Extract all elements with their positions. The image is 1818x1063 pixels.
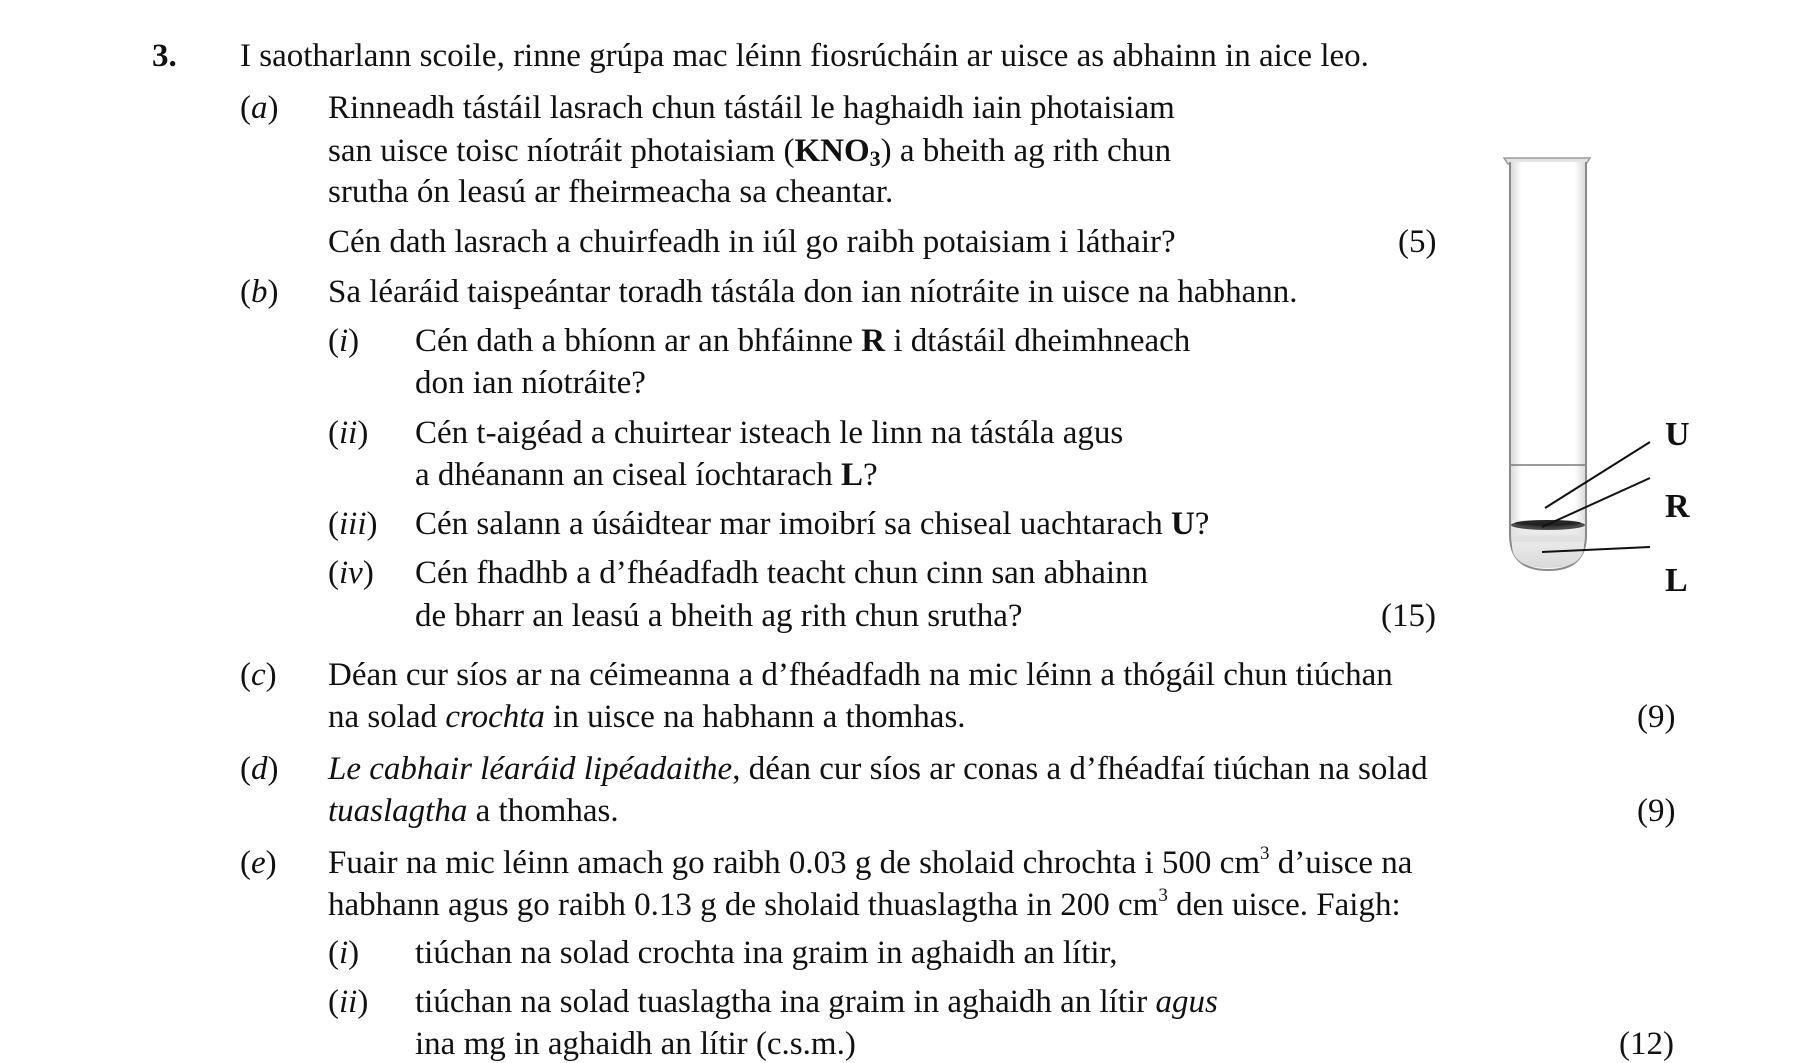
- part-e-label: (e): [240, 845, 277, 881]
- part-b-iv-line-2: de bharr an leasú a bheith ag rith chun srutha?: [415, 598, 1023, 634]
- diagram-label-lower-layer: L: [1665, 562, 1688, 599]
- part-a-line-3: srutha ón leasú ar fheirmeacha sa cheantar.: [328, 174, 894, 210]
- part-c-line-1: Déan cur síos ar na céimeanna a d’fhéadfadh na mic léinn a thógáil chun tiúchan: [328, 657, 1393, 693]
- part-e-line-2: habhann agus go raibh 0.13 g de sholaid thuaslagtha in 200 $cm^3$ den uisce. Faigh:: [328, 885, 1401, 923]
- part-c-line-2: na solad crochta in uisce na habhann a thomhas.: [328, 699, 966, 735]
- part-e-i-line-1: tiúchan na solad crochta ina graim in aghaidh an lítir,: [415, 935, 1118, 971]
- part-c-label: (c): [240, 657, 277, 693]
- part-d-line-2: tuaslagtha a thomhas.: [328, 793, 619, 829]
- question-number: 3.: [152, 38, 177, 74]
- part-b-iii-line-1: Cén salann a úsáidtear mar imoibrí sa chiseal uachtarach U?: [415, 506, 1210, 542]
- part-d-marks: (9): [1637, 793, 1676, 829]
- part-e-marks: (12): [1619, 1026, 1674, 1062]
- part-e-i-label: (i): [328, 935, 360, 971]
- part-e-line-1: Fuair na mic léinn amach go raibh 0.03 g de sholaid chrochta i 500 $cm^3$ d’uisce na: [328, 843, 1413, 881]
- part-b-ii-line-1: Cén t-aigéad a chuirtear isteach le linn na tástála agus: [415, 415, 1124, 451]
- part-a-line-2: san uisce toisc níotráit photaisiam $(KNO_3)$ a bheith ag rith chun: [328, 133, 1172, 171]
- part-b-i-line-1: Cén dath a bhíonn ar an bhfáinne R i dtástáil dheimhneach: [415, 323, 1191, 359]
- test-tube-icon: [1490, 150, 1750, 590]
- part-b-i-line-2: don ian níotráite?: [415, 365, 646, 401]
- part-b-ii-line-2: a dhéanann an ciseal íochtarach L?: [415, 457, 878, 493]
- part-e-ii-line-2: ina mg in aghaidh an lítir (c.s.m.): [415, 1026, 856, 1062]
- part-b-label: (b): [240, 274, 279, 310]
- part-b-iv-line-1: Cén fhadhb a d’fhéadfadh teacht chun cinn san abhainn: [415, 555, 1149, 591]
- diagram-label-ring: R: [1665, 488, 1690, 525]
- part-e-ii-label: (ii): [328, 984, 369, 1020]
- part-b-i-label: (i): [328, 323, 360, 359]
- part-c-marks: (9): [1637, 699, 1676, 735]
- part-d-line-1: Le cabhair léaráid lipéadaithe, déan cur síos ar conas a d’fhéadfaí tiúchan na solad: [328, 751, 1428, 787]
- part-b-marks: (15): [1381, 598, 1436, 634]
- part-d-label: (d): [240, 751, 279, 787]
- part-a-question: Cén dath lasrach a chuirfeadh in iúl go raibh potaisiam i láthair?: [328, 224, 1176, 260]
- part-a-marks: (5): [1398, 224, 1437, 260]
- question-intro: I saotharlann scoile, rinne grúpa mac léinn fiosrúcháin ar uisce as abhainn in aice leo.: [240, 38, 1369, 74]
- part-b-iii-label: (iii): [328, 506, 378, 542]
- part-a-label: (a): [240, 90, 279, 126]
- part-e-ii-line-1: tiúchan na solad tuaslagtha ina graim in aghaidh an lítir agus: [415, 984, 1218, 1020]
- test-tube-diagram: [1490, 150, 1750, 599]
- part-a-line-1: Rinneadh tástáil lasrach chun tástáil le haghaidh iain photaisiam: [328, 90, 1175, 126]
- diagram-label-upper-layer: U: [1665, 416, 1690, 453]
- part-b-iv-label: (iv): [328, 555, 374, 591]
- formula-kno3: $KNO_3$: [794, 133, 881, 171]
- part-b-intro: Sa léaráid taispeántar toradh tástála don ian níotráite in uisce na habhann.: [328, 274, 1298, 310]
- part-b-ii-label: (ii): [328, 415, 369, 451]
